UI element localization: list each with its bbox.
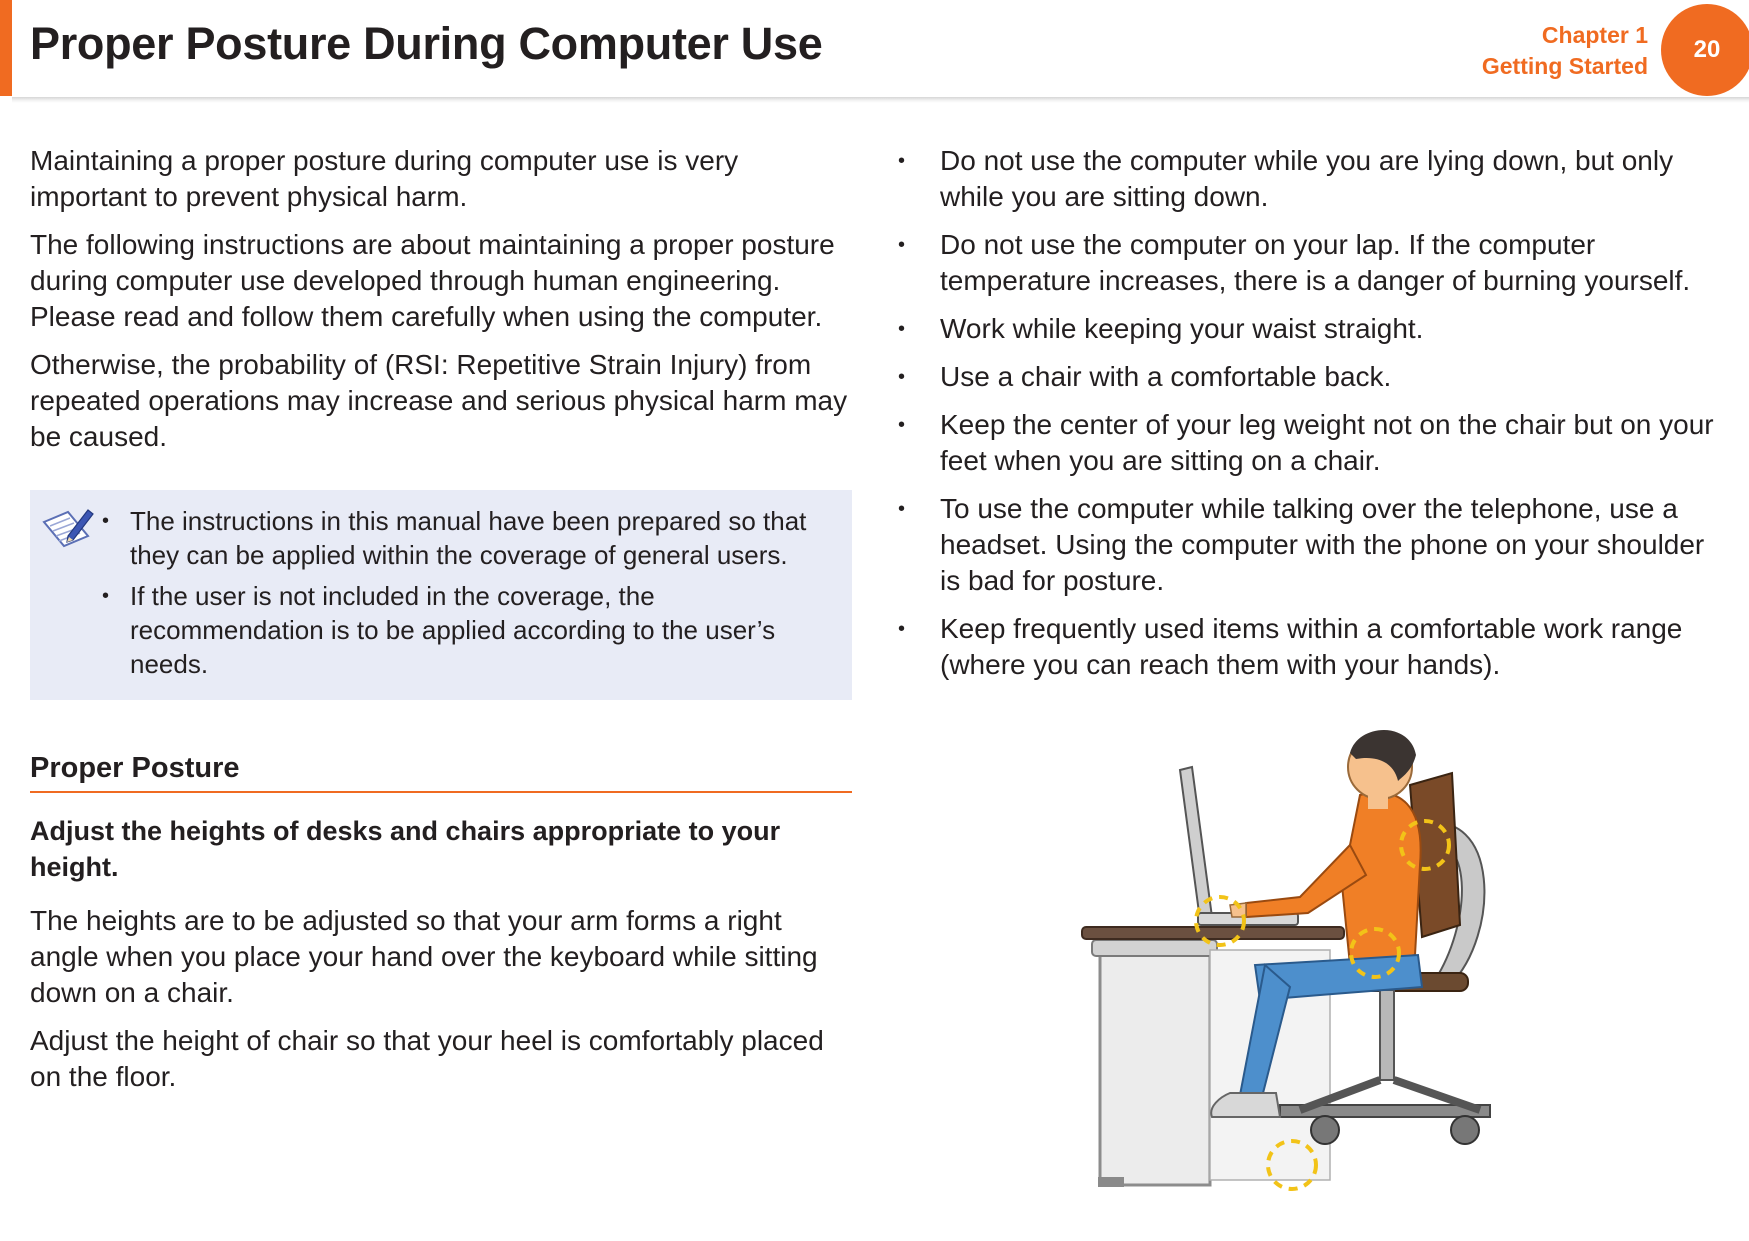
bullet: • [898,366,906,388]
bullet: • [898,618,906,640]
right-column [890,143,1720,695]
intro-paragraph: The following instructions are about maintaining a proper posture during computer use developed through human engineering. Please read and follow them carefully when using the computer. [30,229,835,332]
tip-text: Keep the center of your leg weight not on the chair but on your feet when you are sitting on a chair. [940,409,1714,476]
page-number-badge: 20 [1661,4,1749,96]
tip-item [890,407,1720,479]
note-item [102,504,838,572]
chapter-name: Getting Started [1481,53,1648,79]
note-item-text: The instructions in this manual have been prepared so that they can be applied within the coverage of general users. [130,506,807,570]
bullet: • [898,150,906,172]
tip-item [890,359,1720,395]
tip-text: Use a chair with a comfortable back. [940,361,1392,392]
tip-item [890,143,1720,215]
note-pencil-icon [38,506,94,552]
tip-text: To use the computer while talking over the telephone, use a headset. Using the computer with the phone on your shoulder is bad for posture. [940,493,1705,596]
tip-item [890,227,1720,299]
posture-tips-list [890,143,1720,683]
bullet: • [898,234,906,256]
tip-item [890,611,1720,683]
bullet: • [898,414,906,436]
chapter-number: Chapter 1 [1541,22,1648,48]
tip-text: Work while keeping your waist straight. [940,313,1424,344]
intro-paragraph: Otherwise, the probability of (RSI: Repetitive Strain Injury) from repeated operations may increase and serious physical harm may be caused. [30,349,848,452]
section-subheading: Adjust the heights of desks and chairs appropriate to your height. [30,816,781,882]
bullet: • [102,585,110,607]
bullet: • [102,510,110,532]
chapter-label[interactable] [1482,20,1648,82]
tip-item [890,491,1720,599]
note-box [30,490,852,700]
section-paragraph: The heights are to be adjusted so that your arm forms a right angle when you place your hand over the keyboard while sitting down on a chair. [30,905,818,1008]
section-paragraph: Adjust the height of chair so that your heel is comfortably placed on the floor. [30,1025,824,1092]
section-heading: Proper Posture [30,752,852,793]
note-item [102,579,838,681]
intro-paragraph: Maintaining a proper posture during computer use is very important to prevent physical harm. [30,145,739,212]
note-item-text: If the user is not included in the coverage, the recommendation is to be applied according to the user’s needs. [130,581,776,679]
tip-text: Keep frequently used items within a comfortable work range (where you can reach them with your hands). [940,613,1683,680]
header-divider [12,97,1749,103]
note-list [102,504,838,681]
posture-illustration [1080,725,1540,1205]
bullet: • [898,498,906,520]
tip-item [890,311,1720,347]
left-column [30,143,852,1107]
tip-text: Do not use the computer on your lap. If the computer temperature increases, there is a danger of burning yourself. [940,229,1691,296]
header-accent-bar [0,0,12,96]
tip-text: Do not use the computer while you are lying down, but only while you are sitting down. [940,145,1674,212]
bullet: • [898,318,906,340]
page-title: Proper Posture During Computer Use [30,18,823,69]
